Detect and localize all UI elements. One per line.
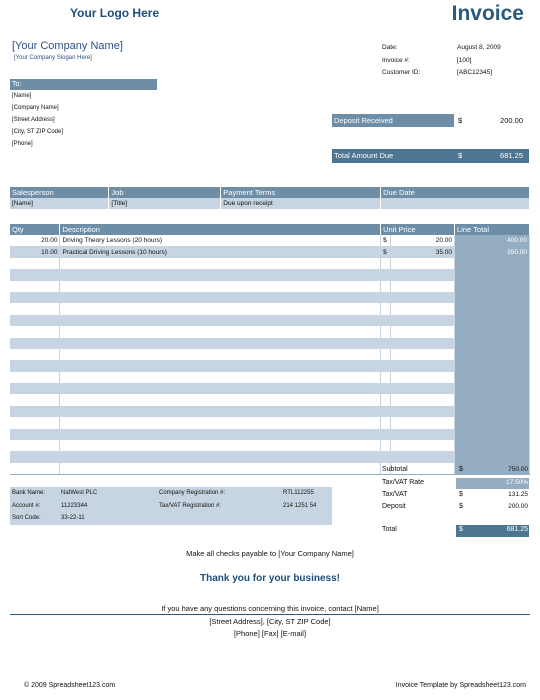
table-row xyxy=(10,338,530,349)
line-total-header: Line Total xyxy=(455,224,530,235)
job-header: Job xyxy=(109,187,221,198)
due-date-header: Due Date xyxy=(381,187,530,198)
to-phone: [Phone] xyxy=(12,141,33,147)
table-row xyxy=(10,440,530,451)
to-city: [City, ST ZIP Code] xyxy=(12,129,64,135)
to-street: [Street Address] xyxy=(12,117,55,123)
payment-terms-header: Payment Terms xyxy=(221,187,381,198)
account-value: 11223344 xyxy=(61,503,88,509)
bank-name-value: NatWest PLC xyxy=(61,490,98,496)
item-line-total: 350.00 xyxy=(455,246,530,257)
item-unit-price: 20.00 xyxy=(391,235,455,246)
deposit-received-box xyxy=(332,114,529,127)
deposit-received-currency: $ xyxy=(458,116,463,125)
item-unit-price: 35.00 xyxy=(391,246,455,257)
footer-contact: [Phone] [Fax] [E-mail] xyxy=(233,629,307,638)
date-value: August 8, 2009 xyxy=(457,44,501,51)
subtotal-value: 750.00 xyxy=(508,466,528,473)
item-description: Driving Theory Lessons (20 hours) xyxy=(60,235,381,246)
table-row xyxy=(10,463,530,474)
line-items-table xyxy=(10,224,530,475)
logo-text: Your Logo Here xyxy=(70,6,160,20)
to-company: [Company Name] xyxy=(12,105,59,111)
invoice-number-label: Invoice #: xyxy=(382,57,410,64)
checks-payable-note: Make all checks payable to [Your Company Name] xyxy=(186,549,354,558)
item-qty: 10.00 xyxy=(10,246,60,257)
date-label: Date: xyxy=(382,44,398,51)
table-row xyxy=(10,326,530,337)
total-amount-due-label: Total Amount Due xyxy=(334,151,394,160)
item-description: Practical Driving Lessons (10 hours) xyxy=(60,246,381,257)
table-row xyxy=(10,235,530,246)
thank-you-message: Thank you for your business! xyxy=(199,573,341,584)
sales-info-table xyxy=(10,187,530,209)
total-currency: $ xyxy=(459,526,463,533)
total-label: Total xyxy=(382,526,397,533)
deposit-currency: $ xyxy=(459,503,463,510)
company-slogan: [Your Company Slogan Here] xyxy=(14,55,92,61)
copyright-text: © 2009 Spreadsheet123.com xyxy=(24,682,116,689)
company-registration-label: Company Registration #: xyxy=(159,490,226,496)
sort-code-value: 33-22-11 xyxy=(61,515,85,521)
item-currency: $ xyxy=(381,235,391,246)
item-line-total: 400.00 xyxy=(455,235,530,246)
questions-contact-note: If you have any questions concerning this invoice, contact [Name] xyxy=(161,604,379,613)
total-value: 681.25 xyxy=(506,526,528,533)
invoice-title: Invoice xyxy=(451,2,524,25)
salesperson-header: Salesperson xyxy=(10,187,109,198)
table-row xyxy=(10,451,530,462)
table-row xyxy=(10,303,530,314)
deposit-received-label: Deposit Received xyxy=(332,114,454,127)
tax-value: 131.25 xyxy=(508,491,528,498)
tax-label: Tax/VAT xyxy=(382,491,408,498)
salesperson-value: [Name] xyxy=(10,198,109,209)
invoice-number-value: [100] xyxy=(457,57,472,64)
table-row xyxy=(10,429,530,440)
table-row xyxy=(10,349,530,360)
payment-terms-value: Due upon receipt xyxy=(221,198,381,209)
subtotal-label: Subtotal xyxy=(382,466,408,473)
footer-address: [Street Address], [City, ST ZIP Code] xyxy=(209,617,331,626)
job-value: [Title] xyxy=(109,198,221,209)
deposit-value: 200.00 xyxy=(508,503,528,510)
footer-divider xyxy=(10,614,530,615)
account-label: Account #: xyxy=(12,503,41,509)
item-qty: 20.00 xyxy=(10,235,60,246)
customer-id-value: [ABC12345] xyxy=(457,69,493,76)
to-header: To: xyxy=(10,79,157,90)
bank-name-label: Bank Name: xyxy=(12,490,46,496)
due-date-value xyxy=(381,198,530,209)
tax-rate-label: Tax/VAT Rate xyxy=(382,479,425,486)
table-row xyxy=(10,292,530,303)
qty-header: Qty xyxy=(10,224,60,235)
table-row xyxy=(10,417,530,428)
table-row xyxy=(10,360,530,371)
tax-currency: $ xyxy=(459,491,463,498)
vat-registration-value: 214 1251 54 xyxy=(283,503,317,509)
deposit-label: Deposit xyxy=(382,503,406,510)
sort-code-label: Sort Code: xyxy=(12,515,41,521)
table-row xyxy=(10,372,530,383)
to-name: [Name] xyxy=(12,93,32,99)
company-name: [Your Company Name] xyxy=(12,40,123,52)
table-row xyxy=(10,281,530,292)
unit-price-header: Unit Price xyxy=(381,224,455,235)
total-amount-due-currency: $ xyxy=(458,151,463,160)
table-row xyxy=(10,246,530,257)
total-amount-due-value: 681.25 xyxy=(500,151,523,160)
customer-id-label: Customer ID: xyxy=(382,69,421,76)
table-row xyxy=(10,383,530,394)
table-row xyxy=(10,269,530,280)
table-row xyxy=(10,258,530,269)
deposit-received-value: 200.00 xyxy=(500,116,523,125)
table-row xyxy=(10,406,530,417)
subtotal-currency: $ xyxy=(459,466,463,473)
company-registration-value: RTL112255 xyxy=(283,490,314,496)
vat-registration-label: Tax/VAT Registration #: xyxy=(159,503,222,509)
table-row xyxy=(10,394,530,405)
description-header: Description xyxy=(60,224,381,235)
tax-rate-value: 17.50% xyxy=(505,479,528,486)
item-currency: $ xyxy=(381,246,391,257)
bank-details-box xyxy=(10,487,332,525)
total-amount-due-box xyxy=(332,149,529,163)
table-row xyxy=(10,315,530,326)
template-credit-text: Invoice Template by Spreadsheet123.com xyxy=(395,682,526,689)
